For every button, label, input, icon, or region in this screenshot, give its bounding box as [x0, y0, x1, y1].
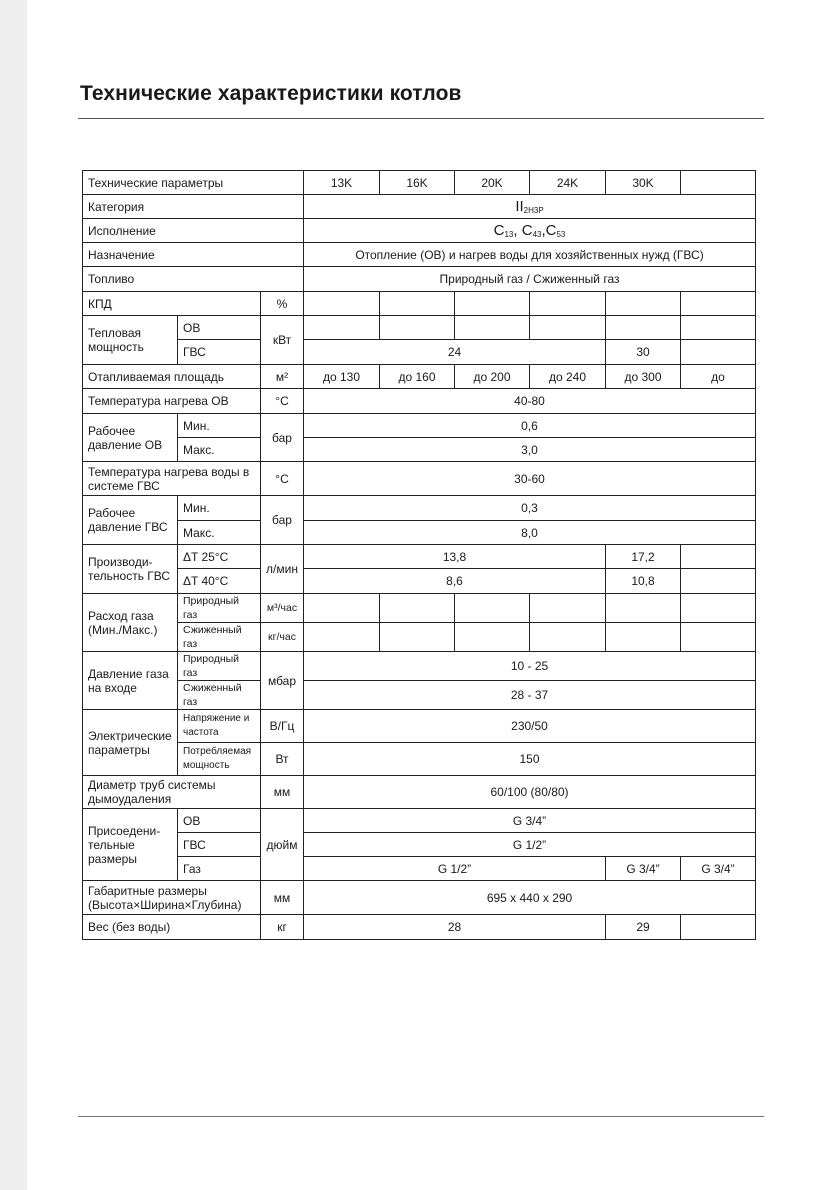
- gvs-output-dt25-a: 13,8: [304, 545, 606, 569]
- table-row-connections-ov: [83, 809, 756, 833]
- empty-cell: [606, 594, 681, 623]
- heat-power-gvs-a: 24: [304, 340, 606, 365]
- category-sub: 2H3P: [523, 205, 544, 215]
- empty-cell: [304, 292, 380, 316]
- area-value: до 200: [455, 365, 530, 389]
- gvs-pressure-min: 0,3: [304, 496, 756, 521]
- ov-pressure-unit: бар: [261, 414, 304, 462]
- empty-cell: [681, 340, 756, 365]
- empty-cell: [530, 623, 606, 652]
- electric-power-label: Потребляемая мощность: [178, 743, 261, 776]
- gas-pressure-unit: мбар: [261, 652, 304, 710]
- gas-consumption-lpg-unit: кг/час: [261, 623, 304, 652]
- table-row-ov-temp: [83, 389, 756, 414]
- execution-type-base: C: [493, 221, 505, 239]
- ov-temp-unit: °С: [261, 389, 304, 414]
- empty-cell: [455, 292, 530, 316]
- gvs-output-dt40-label: ΔT 40°С: [178, 569, 261, 594]
- connections-gvs: G 1/2”: [304, 833, 756, 857]
- purpose-value: Отопление (ОВ) и нагрев воды для хозяйственных нужд (ГВС): [304, 243, 756, 267]
- ov-pressure-max-label: Макс.: [178, 438, 261, 462]
- gas-pressure-label: Давление газа на входе: [83, 652, 178, 710]
- electric-label: Электрические параметры: [83, 710, 178, 776]
- weight-a: 28: [304, 915, 606, 940]
- table-row-ov-pressure-min: [83, 414, 756, 438]
- empty-cell: [455, 316, 530, 340]
- table-row-gvs-pressure-max: [83, 521, 756, 545]
- flue-label: Диаметр труб системы дымоудаления: [83, 776, 261, 809]
- execution-sep: ,: [541, 221, 546, 239]
- table-row-gvs-output-dt40: [83, 569, 756, 594]
- empty-cell: [380, 594, 455, 623]
- ov-pressure-max: 3,0: [304, 438, 756, 462]
- gvs-output-dt40-b: 10,8: [606, 569, 681, 594]
- area-value: до: [681, 365, 756, 389]
- execution-value: [304, 219, 756, 243]
- empty-cell: [380, 292, 455, 316]
- gvs-temp-label: Температура нагрева воды в системе ГВС: [83, 462, 261, 496]
- header-label: Технические параметры: [83, 171, 304, 195]
- table-row-heat-power-ov: [83, 316, 756, 340]
- fuel-value: Природный газ / Сжиженный газ: [304, 267, 756, 292]
- table-row-header: [83, 171, 756, 195]
- purpose-label: Назначение: [83, 243, 304, 267]
- empty-cell: [530, 292, 606, 316]
- table-row-electric-voltage: [83, 710, 756, 743]
- model-col: 16K: [380, 171, 455, 195]
- table-row-connections-gvs: [83, 833, 756, 857]
- category-value: [304, 195, 756, 219]
- electric-power: 150: [304, 743, 756, 776]
- gas-pressure-lpg-label: Сжиженный газ: [178, 681, 261, 710]
- table-row-gvs-temp: [83, 462, 756, 496]
- gvs-output-unit: л/мин: [261, 545, 304, 594]
- gvs-temp-unit: °С: [261, 462, 304, 496]
- electric-voltage-unit: В/Гц: [261, 710, 304, 743]
- ov-pressure-min: 0,6: [304, 414, 756, 438]
- empty-cell: [606, 292, 681, 316]
- gvs-pressure-unit: бар: [261, 496, 304, 545]
- table-row-heat-power-gvs: [83, 340, 756, 365]
- table-row-gvs-output-dt25: [83, 545, 756, 569]
- connections-gvs-label: ГВС: [178, 833, 261, 857]
- connections-ov: G 3/4”: [304, 809, 756, 833]
- electric-voltage-label: Напряжение и частота: [178, 710, 261, 743]
- flue-value: 60/100 (80/80): [304, 776, 756, 809]
- model-col: 20K: [455, 171, 530, 195]
- model-col: 24K: [530, 171, 606, 195]
- table-row-fuel: [83, 267, 756, 292]
- empty-cell: [455, 623, 530, 652]
- gas-consumption-label: Расход газа (Мин./Макс.): [83, 594, 178, 652]
- empty-cell: [455, 594, 530, 623]
- table-row-connections-gas: [83, 857, 756, 881]
- table-row-dimensions: [83, 881, 756, 915]
- table-row-execution: [83, 219, 756, 243]
- connections-gas-c: G 3/4”: [681, 857, 756, 881]
- dimensions-unit: мм: [261, 881, 304, 915]
- empty-cell: [304, 594, 380, 623]
- execution-type-base: C: [521, 221, 533, 239]
- connections-gas-a: G 1/2”: [304, 857, 606, 881]
- gas-pressure-natural: 10 - 25: [304, 652, 756, 681]
- area-unit: м²: [261, 365, 304, 389]
- gvs-temp-value: 30-60: [304, 462, 756, 496]
- area-value: до 300: [606, 365, 681, 389]
- empty-cell: [681, 292, 756, 316]
- page-title: Технические характеристики котлов: [80, 82, 462, 105]
- table-row-gas-consumption-natural: [83, 594, 756, 623]
- empty-cell: [681, 316, 756, 340]
- area-value: до 160: [380, 365, 455, 389]
- gvs-output-label: Производи-тельность ГВС: [83, 545, 178, 594]
- connections-ov-label: ОВ: [178, 809, 261, 833]
- table-row-purpose: [83, 243, 756, 267]
- gvs-pressure-min-label: Мин.: [178, 496, 261, 521]
- execution-type-sub: 43: [532, 229, 542, 239]
- execution-type-sub: 53: [556, 229, 566, 239]
- empty-cell: [681, 545, 756, 569]
- left-margin-strip: [0, 0, 27, 1190]
- fuel-label: Топливо: [83, 267, 304, 292]
- gvs-output-dt25-label: ΔT 25°С: [178, 545, 261, 569]
- connections-unit: дюйм: [261, 809, 304, 881]
- table-row-gas-pressure-lpg: [83, 681, 756, 710]
- efficiency-unit: %: [261, 292, 304, 316]
- gvs-output-dt25-b: 17,2: [606, 545, 681, 569]
- gas-consumption-lpg-label: Сжиженный газ: [178, 623, 261, 652]
- electric-voltage: 230/50: [304, 710, 756, 743]
- table-row-electric-power: [83, 743, 756, 776]
- table-row-gvs-pressure-min: [83, 496, 756, 521]
- empty-cell: [681, 623, 756, 652]
- execution-label: Исполнение: [83, 219, 304, 243]
- empty-cell: [304, 316, 380, 340]
- heat-power-label: Тепловая мощность: [83, 316, 178, 365]
- weight-label: Вес (без воды): [83, 915, 261, 940]
- dimensions-value: 695 х 440 х 290: [304, 881, 756, 915]
- connections-label: Присоедени-тельные размеры: [83, 809, 178, 881]
- execution-sep: ,: [513, 221, 522, 239]
- dimensions-label: Габаритные размеры (Высота×Ширина×Глубина): [83, 881, 261, 915]
- footer-divider: [78, 1116, 764, 1117]
- area-label: Отапливаемая площадь: [83, 365, 261, 389]
- gas-consumption-natural-label: Природный газ: [178, 594, 261, 623]
- execution-type-base: C: [545, 221, 557, 239]
- ov-temp-label: Температура нагрева ОВ: [83, 389, 261, 414]
- efficiency-label: КПД: [83, 292, 261, 316]
- area-value: до 240: [530, 365, 606, 389]
- heat-power-unit: кВт: [261, 316, 304, 365]
- model-col: 13K: [304, 171, 380, 195]
- connections-gas-b: G 3/4”: [606, 857, 681, 881]
- empty-cell: [681, 915, 756, 940]
- ov-pressure-label: Рабочее давление ОВ: [83, 414, 178, 462]
- table-row-ov-pressure-max: [83, 438, 756, 462]
- flue-unit: мм: [261, 776, 304, 809]
- empty-cell: [380, 316, 455, 340]
- execution-type-sub: 13: [504, 229, 514, 239]
- connections-gas-label: Газ: [178, 857, 261, 881]
- table-row-weight: [83, 915, 756, 940]
- gvs-output-dt40-a: 8,6: [304, 569, 606, 594]
- heat-power-gvs-b: 30: [606, 340, 681, 365]
- table-row-efficiency: [83, 292, 756, 316]
- empty-cell: [681, 569, 756, 594]
- empty-cell: [304, 623, 380, 652]
- table-row-flue: [83, 776, 756, 809]
- table-row-category: [83, 195, 756, 219]
- title-divider: [78, 118, 764, 119]
- category-label: Категория: [83, 195, 304, 219]
- table-row-area: [83, 365, 756, 389]
- model-col: 30K: [606, 171, 681, 195]
- model-col: [681, 171, 756, 195]
- gas-consumption-natural-unit: м³/час: [261, 594, 304, 623]
- gas-pressure-lpg: 28 - 37: [304, 681, 756, 710]
- empty-cell: [530, 316, 606, 340]
- electric-power-unit: Вт: [261, 743, 304, 776]
- gas-pressure-natural-label: Природный газ: [178, 652, 261, 681]
- empty-cell: [606, 623, 681, 652]
- gvs-pressure-max-label: Макс.: [178, 521, 261, 545]
- empty-cell: [530, 594, 606, 623]
- empty-cell: [380, 623, 455, 652]
- category-base: II: [515, 197, 524, 215]
- heat-power-ov-label: ОВ: [178, 316, 261, 340]
- area-value: до 130: [304, 365, 380, 389]
- ov-temp-value: 40-80: [304, 389, 756, 414]
- weight-unit: кг: [261, 915, 304, 940]
- ov-pressure-min-label: Мин.: [178, 414, 261, 438]
- gvs-pressure-max: 8,0: [304, 521, 756, 545]
- heat-power-gvs-label: ГВС: [178, 340, 261, 365]
- empty-cell: [606, 316, 681, 340]
- spec-table: [82, 170, 756, 940]
- gvs-pressure-label: Рабочее давление ГВС: [83, 496, 178, 545]
- empty-cell: [681, 594, 756, 623]
- table-row-gas-consumption-lpg: [83, 623, 756, 652]
- weight-b: 29: [606, 915, 681, 940]
- table-row-gas-pressure-natural: [83, 652, 756, 681]
